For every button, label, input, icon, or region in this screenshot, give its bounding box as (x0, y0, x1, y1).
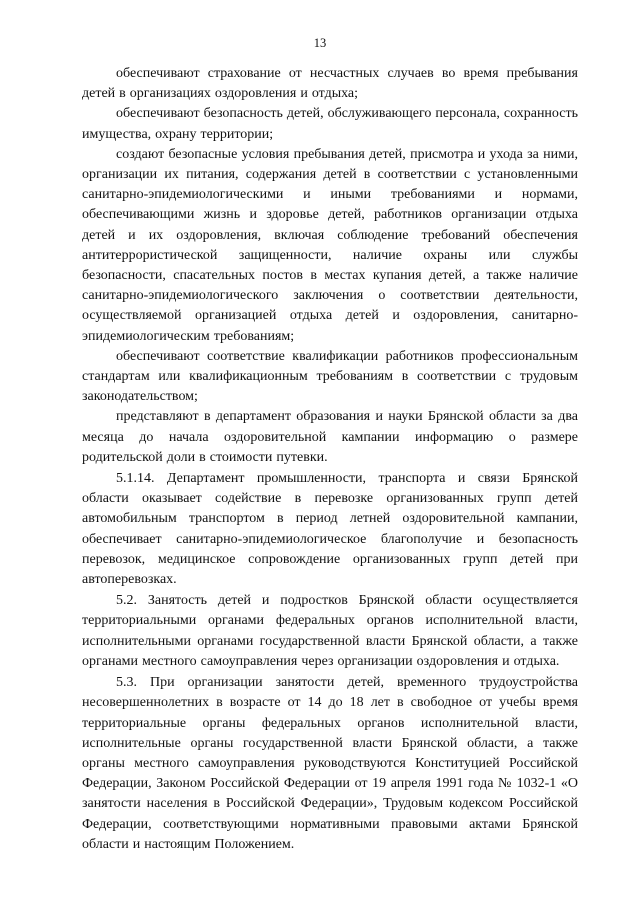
paragraph-qualification: обеспечивают соответствие квалификации работников профессиональным стандартам или квалификационным требованиям в соответствии с трудовым законодательством; (82, 348, 578, 405)
page-number: 13 (313, 36, 327, 50)
paragraph-insurance: обеспечивают страхование от несчастных случаев во время пребывания детей в организациях оздоровления и отдыха; (82, 66, 578, 102)
document-body (82, 64, 578, 855)
paragraph-conditions: создают безопасные условия пребывания детей, присмотра и ухода за ними, организации их питания, содержания детей в соответствии с установленными санитарно-эпидемиологическими и иными требованиями и нормами, обеспечивающими жизнь и здоровье детей, работников организации отдыха детей и их оздоровления, включая соблюдение требований обеспечения антитеррористической защищенности, наличие охраны или службы безопасности, спасательных постов в местах купания детей, а также наличие санитарно-эпидемиологического заключения о соответствии деятельности, осуществляемой организацией отдыха детей и оздоровления, санитарно-эпидемиологическим требованиям; (82, 146, 578, 344)
paragraph-parent-share: представляют в департамент образования и науки Брянской области за два месяца до начала оздоровительной кампании информацию о размере родительской доли в стоимости путевки. (82, 409, 578, 465)
paragraph-5-3: 5.3. При организации занятости детей, временного трудоустройства несовершеннолетних в возрасте от 14 до 18 лет в свободное от учебы время территориальные органы федеральных органов исполнительной власти, исполнительные органы государственной власти Брянской области, а также органы местного самоуправления руководствуются Конституцией Российской Федерации, Законом Российской Федерации от 19 апреля 1991 года № 1032-1 «О занятости населения в Российской Федерации», Трудовым кодексом Российской Федерации, соответствующими нормативными правовыми актами Брянской области и настоящим Положением. (82, 675, 578, 852)
paragraph-5-1-14: 5.1.14. Департамент промышленности, транспорта и связи Брянской области оказывает содействие в перевозке организованных групп детей автомобильным транспортом в период летней оздоровительной кампании, обеспечивает санитарно-эпидемиологическое благополучие и безопасность перевозок, медицинское сопровождение организованных групп детей при автоперевозках. (82, 471, 578, 588)
paragraph-safety: обеспечивают безопасность детей, обслуживающего персонала, сохранность имущества, охрану территории; (82, 106, 578, 142)
paragraph-5-2: 5.2. Занятость детей и подростков Брянской области осуществляется территориальными органами федеральных органов исполнительной власти, исполнительными органами государственной власти Брянской области, а также органами местного самоуправления через организации оздоровления и отдыха. (82, 593, 578, 669)
